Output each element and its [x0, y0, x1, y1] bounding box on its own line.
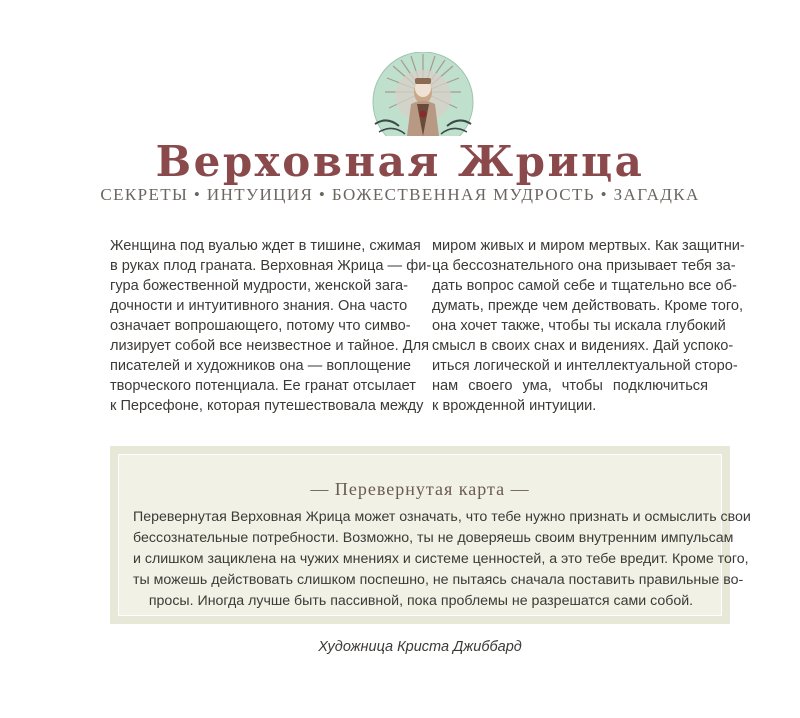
body-line: дать вопрос самой себе и тщательно все об-: [432, 278, 737, 294]
reversed-card-heading: — Перевернутая карта —: [310, 479, 530, 499]
body-line: дочности и интуитивного знания. Она часто: [110, 298, 408, 314]
body-line: писателей и художников она — воплощение: [110, 358, 412, 374]
priestess-emblem-icon: [371, 52, 475, 136]
reversed-line: бессознательные потребности. Возможно, ты не доверяешь своим внутренним импульсам: [133, 530, 734, 546]
reversed-card-panel: [110, 446, 751, 624]
reversed-card-frame: [118, 454, 751, 616]
body-line: гура божественной мудрости, женской зага-: [110, 278, 408, 294]
body-column-right: [432, 236, 745, 416]
card-title: Верховная Жрица: [155, 137, 645, 186]
body-line: она хочет также, чтобы ты искала глубокий: [432, 318, 726, 334]
reversed-line: и слишком зациклена на чужих мнениях и системе ценностей, а это тебе вредит. Кроме того,: [133, 551, 749, 567]
reversed-line: ты можешь действовать слишком поспешно, не пытаясь сначала поставить правильные во-: [133, 572, 744, 588]
reversed-line: Перевернутая Верховная Жрица может означать, что тебе нужно признать и осмыслить свои: [133, 509, 751, 525]
body-line: лизирует собой все неизвестное и тайное. Для: [110, 338, 430, 354]
body-line: к врожденной интуиции.: [432, 398, 597, 414]
reversed-card-text: [133, 507, 751, 612]
card-keywords: СЕКРЕТЫ • ИНТУИЦИЯ • БОЖЕСТВЕННАЯ МУДРОСТЬ • ЗАГАДКА: [100, 185, 700, 204]
body-line: нам своего ума, чтобы подключиться: [432, 378, 708, 394]
body-line: творческого потенциала. Ее гранат отсылает: [110, 378, 416, 394]
body-line: в руках плод граната. Верховная Жрица — фи-: [110, 258, 432, 274]
body-line: означает вопрошающего, потому что симво-: [110, 318, 411, 334]
body-line: Женщина под вуалью ждет в тишине, сжимая: [110, 238, 421, 254]
body-line: ца бессознательного она призывает тебя за-: [432, 258, 736, 274]
body-column-left: [110, 236, 432, 416]
artist-credit: Художница Криста Джиббард: [318, 639, 522, 655]
body-line: миром живых и миром мертвых. Как защитни-: [432, 238, 745, 254]
body-line: смысл в своих снах и видениях. Дай успоко-: [432, 338, 734, 354]
reversed-line: просы. Иногда лучше быть пассивной, пока проблемы не разрешатся сами собой.: [148, 593, 694, 609]
body-line: иться логической и интеллектуальной сторо-: [432, 358, 738, 374]
body-line: к Персефоне, которая путешествовала между: [110, 398, 424, 414]
body-line: думать, прежде чем действовать. Кроме того,: [432, 298, 744, 314]
